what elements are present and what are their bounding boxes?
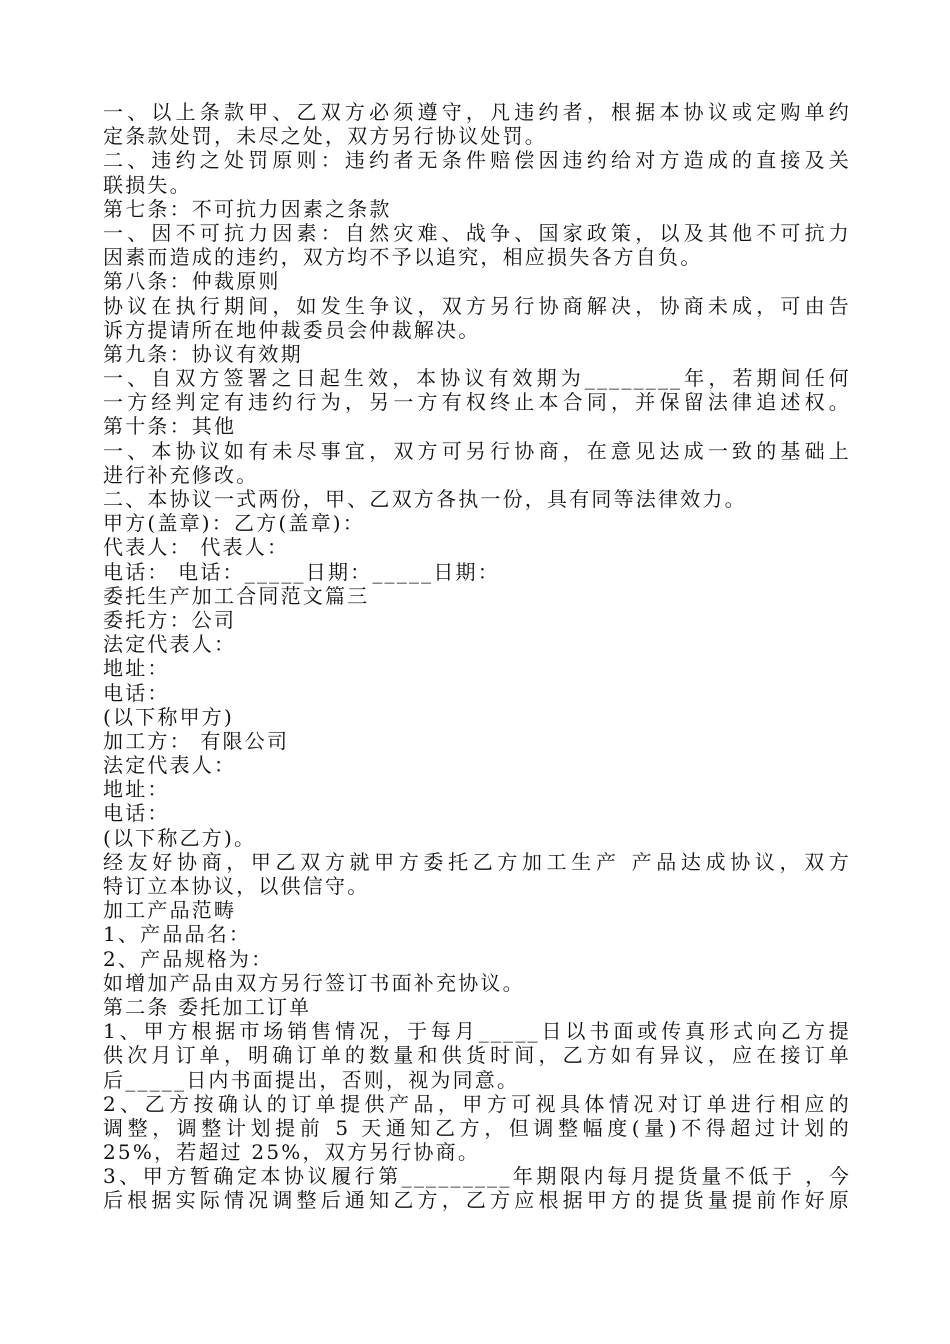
text-line: 1、产品品名： bbox=[103, 922, 252, 947]
text-line: 一、因不可抗力因素：自然灾难、战争、国家政策，以及其他不可抗力 bbox=[103, 220, 851, 245]
text-line: 一、自双方签署之日起生效，本协议有效期为________年，若期间任何 bbox=[103, 366, 851, 391]
text-line: 甲方(盖章)：乙方(盖章)： bbox=[103, 511, 366, 536]
text-line: 2、产品规格为： bbox=[103, 946, 274, 971]
document-body bbox=[103, 100, 851, 1213]
text-line: 委托生产加工合同范文篇三 bbox=[103, 583, 370, 608]
text-line: 加工方： 有限公司 bbox=[103, 728, 290, 753]
text-line: 进行补充修改。 bbox=[103, 462, 259, 487]
text-line: 第二条 委托加工订单 bbox=[103, 994, 312, 1019]
text-line: 地址： bbox=[103, 656, 170, 681]
text-line: 二、违约之处罚原则：违约者无条件赔偿因违约给对方造成的直接及关 bbox=[103, 148, 851, 173]
text-line: 地址： bbox=[103, 777, 170, 802]
text-line: 法定代表人： bbox=[103, 632, 237, 657]
text-line: 如增加产品由双方另行签订书面补充协议。 bbox=[103, 970, 525, 995]
text-line: 二、本协议一式两份，甲、乙双方各执一份，具有同等法律效力。 bbox=[103, 487, 747, 511]
text-line: 1、甲方根据市场销售情况，于每月_____日以书面或传真形式向乙方提 bbox=[103, 1019, 851, 1044]
text-line: 后_____日内书面提出，否则，视为同意。 bbox=[103, 1067, 520, 1092]
text-line: 第十条：其他 bbox=[103, 414, 237, 439]
text-line: 调整，调整计划提前 5 天通知乙方，但调整幅度(量)不得超过计划的 bbox=[103, 1115, 851, 1140]
text-line: 一、以上条款甲、乙双方必须遵守，凡违约者，根据本协议或定购单约 bbox=[103, 100, 851, 124]
text-line: 第七条：不可抗力因素之条款 bbox=[103, 196, 392, 221]
text-line: 2、乙方按确认的订单提供产品，甲方可视具体情况对订单进行相应的 bbox=[103, 1091, 851, 1116]
text-line: 加工产品范畴 bbox=[103, 898, 237, 923]
text-line: 委托方：公司 bbox=[103, 607, 237, 632]
text-line: (以下称乙方)。 bbox=[103, 825, 257, 850]
text-line: 25%，若超过 25%，双方另行协商。 bbox=[103, 1140, 481, 1165]
text-line: 3、甲方暂确定本协议履行第_________年期限内每月提货量不低于 ，今 bbox=[103, 1164, 851, 1189]
text-line: 一方经判定有违约行为，另一方有权终止本合同，并保留法律追述权。 bbox=[103, 390, 851, 415]
text-line: 协议在执行期间，如发生争议，双方另行协商解决，协商未成，可由告 bbox=[103, 293, 851, 318]
text-line: 经友好协商，甲乙双方就甲方委托乙方加工生产 产品达成协议，双方 bbox=[103, 849, 851, 874]
text-line: 后根据实际情况调整后通知乙方，乙方应根据甲方的提货量提前作好原 bbox=[103, 1188, 851, 1213]
text-line: 代表人： 代表人： bbox=[103, 535, 290, 560]
text-line: 特订立本协议，以供信守。 bbox=[103, 874, 370, 898]
text-line: 联损失。 bbox=[103, 172, 192, 197]
text-line: 供次月订单，明确订单的数量和供货时间，乙方如有异议，应在接订单 bbox=[103, 1043, 851, 1068]
text-line: 电话： bbox=[103, 801, 170, 826]
text-line: 一、本协议如有未尽事宜，双方可另行协商，在意见达成一致的基础上 bbox=[103, 438, 851, 463]
text-line: 第九条：协议有效期 bbox=[103, 341, 303, 366]
text-line: (以下称甲方) bbox=[103, 704, 235, 729]
text-line: 电话： bbox=[103, 680, 170, 705]
text-line: 电话： 电话：_____日期：_____日期： bbox=[103, 559, 500, 584]
text-line: 法定代表人： bbox=[103, 753, 237, 778]
text-line: 定条款处罚，未尽之处，双方另行协议处罚。 bbox=[103, 124, 547, 149]
text-line: 第八条：仲裁原则 bbox=[103, 269, 281, 294]
text-line: 诉方提请所在地仲裁委员会仲裁解决。 bbox=[103, 317, 481, 342]
text-line: 因素而造成的违约，双方均不予以追究，相应损失各方自负。 bbox=[103, 245, 703, 270]
